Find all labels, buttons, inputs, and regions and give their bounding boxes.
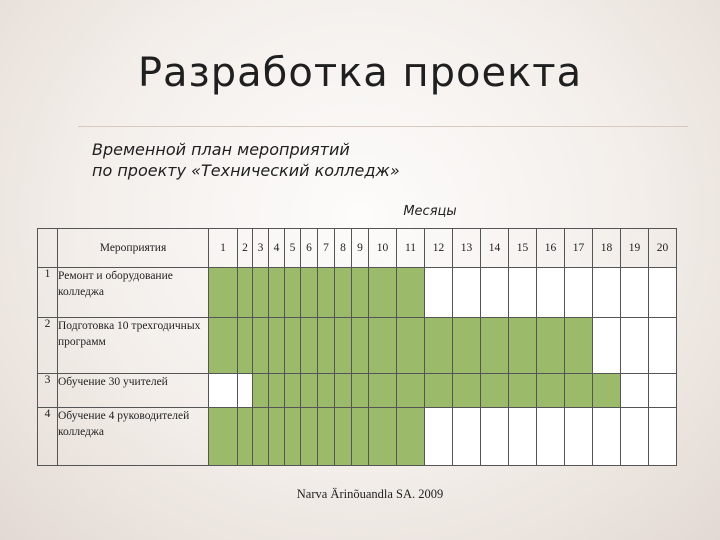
month-header-12: 12 [425,229,453,268]
plan-subtitle [92,139,632,181]
gantt-empty-cell [453,268,481,318]
gantt-empty-cell [565,268,593,318]
gantt-empty-cell [649,318,677,374]
activity-name: Подготовка 10 трехгодичных программ [58,318,209,374]
month-header-1: 1 [209,229,238,268]
gantt-bar-cell [565,374,593,408]
activity-name: Ремонт и оборудование колледжа [58,268,209,318]
gantt-bar-cell [301,374,318,408]
gantt-empty-cell [209,374,238,408]
gantt-bar-cell [269,268,285,318]
gantt-empty-cell [481,268,509,318]
month-header-13: 13 [453,229,481,268]
month-header-16: 16 [537,229,565,268]
gantt-empty-cell [649,374,677,408]
gantt-empty-cell [537,408,565,466]
gantt-empty-cell [565,408,593,466]
gantt-bar-cell [352,268,369,318]
gantt-bar-cell [369,374,397,408]
gantt-empty-cell [649,408,677,466]
gantt-bar-cell [335,318,352,374]
gantt-bar-cell [397,268,425,318]
title-divider [78,126,688,127]
subtitle-line-2: по проекту «Технический колледж» [92,161,400,180]
month-header-7: 7 [318,229,335,268]
gantt-bar-cell [335,374,352,408]
gantt-empty-cell [481,408,509,466]
gantt-empty-cell [425,408,453,466]
gantt-bar-cell [285,268,301,318]
month-header-14: 14 [481,229,509,268]
gantt-bar-cell [369,318,397,374]
month-header-5: 5 [285,229,301,268]
month-header-11: 11 [397,229,425,268]
gantt-row [38,408,677,466]
gantt-empty-cell [238,374,253,408]
gantt-bar-cell [238,268,253,318]
gantt-bar-cell [565,318,593,374]
gantt-bar-cell [269,374,285,408]
gantt-bar-cell [425,374,453,408]
gantt-bar-cell [269,318,285,374]
gantt-bar-cell [352,408,369,466]
gantt-bar-cell [453,318,481,374]
gantt-bar-cell [509,374,537,408]
gantt-empty-cell [621,268,649,318]
gantt-bar-cell [253,374,269,408]
gantt-bar-cell [335,268,352,318]
gantt-bar-cell [318,318,335,374]
gantt-bar-cell [209,318,238,374]
gantt-empty-cell [593,268,621,318]
gantt-bar-cell [352,318,369,374]
gantt-bar-cell [369,408,397,466]
gantt-bar-cell [285,318,301,374]
month-header-3: 3 [253,229,269,268]
gantt-bar-cell [537,318,565,374]
row-number: 4 [38,408,58,466]
gantt-row [38,318,677,374]
gantt-bar-cell [238,408,253,466]
gantt-bar-cell [301,268,318,318]
gantt-empty-cell [593,318,621,374]
gantt-empty-cell [649,268,677,318]
month-header-19: 19 [621,229,649,268]
month-header-6: 6 [301,229,318,268]
subtitle-line-1: Временной план мероприятий [92,140,350,159]
slide-title: Разработка проекта [137,50,583,96]
gantt-empty-cell [509,408,537,466]
gantt-bar-cell [253,408,269,466]
gantt-bar-cell [238,318,253,374]
gantt-bar-cell [369,268,397,318]
month-header-15: 15 [509,229,537,268]
gantt-bar-cell [352,374,369,408]
row-number: 1 [38,268,58,318]
gantt-empty-cell [621,408,649,466]
gantt-empty-cell [621,374,649,408]
gantt-bar-cell [318,408,335,466]
gantt-bar-cell [269,408,285,466]
gantt-bar-cell [318,374,335,408]
gantt-bar-cell [593,374,621,408]
gantt-bar-cell [318,268,335,318]
activity-column-header: Мероприятия [58,229,209,268]
gantt-empty-cell [425,268,453,318]
gantt-bar-cell [335,408,352,466]
gantt-bar-cell [301,408,318,466]
gantt-empty-cell [537,268,565,318]
month-header-20: 20 [649,229,677,268]
gantt-bar-cell [301,318,318,374]
gantt-bar-cell [425,318,453,374]
gantt-body [38,268,677,466]
gantt-bar-cell [285,408,301,466]
months-label: Месяцы [403,204,457,219]
row-number: 2 [38,318,58,374]
footer-credit: Narva Ärinõuandla SA. 2009 [296,487,444,501]
month-header-8: 8 [335,229,352,268]
gantt-empty-cell [593,408,621,466]
gantt-bar-cell [397,374,425,408]
gantt-bar-cell [397,318,425,374]
row-number-header [38,229,58,268]
gantt-bar-cell [397,408,425,466]
gantt-bar-cell [285,374,301,408]
gantt-empty-cell [621,318,649,374]
gantt-bar-cell [209,268,238,318]
month-header-17: 17 [565,229,593,268]
month-header-10: 10 [369,229,397,268]
gantt-empty-cell [453,408,481,466]
month-header-9: 9 [352,229,369,268]
month-header-18: 18 [593,229,621,268]
activity-name: Обучение 30 учителей [58,374,209,408]
activity-name: Обучение 4 руководителей колледжа [58,408,209,466]
gantt-bar-cell [481,374,509,408]
gantt-row [38,374,677,408]
gantt-empty-cell [509,268,537,318]
gantt-bar-cell [209,408,238,466]
gantt-bar-cell [253,318,269,374]
gantt-bar-cell [481,318,509,374]
gantt-header-row [38,229,677,268]
gantt-table [37,228,677,466]
gantt-bar-cell [537,374,565,408]
gantt-bar-cell [253,268,269,318]
gantt-row [38,268,677,318]
gantt-bar-cell [453,374,481,408]
month-header-2: 2 [238,229,253,268]
month-header-4: 4 [269,229,285,268]
gantt-bar-cell [509,318,537,374]
row-number: 3 [38,374,58,408]
